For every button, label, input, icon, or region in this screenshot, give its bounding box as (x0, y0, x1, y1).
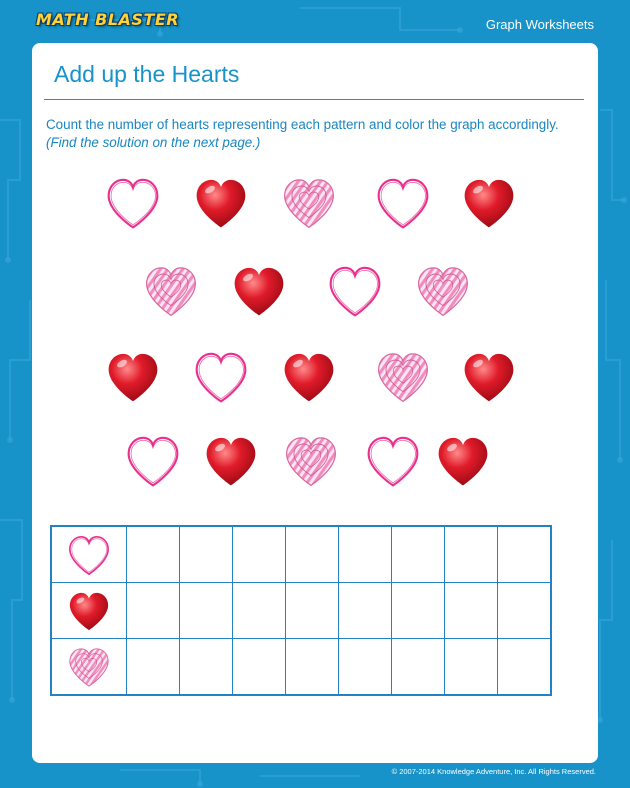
graph-cell[interactable] (498, 639, 552, 696)
math-blaster-logo[interactable]: MATH BLASTER (36, 10, 180, 29)
graph-cell[interactable] (339, 583, 392, 639)
candy-heart-icon (412, 263, 474, 319)
copyright: © 2007-2014 Knowledge Adventure, Inc. All Rights Reserved. (391, 767, 596, 776)
outline-heart-icon (362, 433, 424, 489)
candy-heart-icon (140, 263, 202, 319)
graph-cell[interactable] (445, 639, 498, 696)
graph-cell[interactable] (233, 526, 286, 583)
graph-cell[interactable] (445, 583, 498, 639)
graph-cell[interactable] (339, 526, 392, 583)
graph-key-outline-heart-icon (51, 526, 127, 583)
graph-cell[interactable] (339, 639, 392, 696)
page-title: Add up the Hearts (54, 61, 240, 87)
graph-key-red-heart-icon (51, 583, 127, 639)
graph-cell[interactable] (180, 583, 233, 639)
worksheet-card (32, 43, 598, 763)
graph-cell[interactable] (180, 639, 233, 696)
tally-graph (50, 525, 552, 696)
graph-cell[interactable] (286, 639, 339, 696)
red-heart-icon (278, 349, 340, 405)
red-heart-icon (458, 349, 520, 405)
candy-heart-icon (278, 175, 340, 231)
outline-heart-icon (324, 263, 386, 319)
outline-heart-icon (122, 433, 184, 489)
graph-row (51, 526, 551, 583)
graph-row (51, 583, 551, 639)
graph-cell[interactable] (286, 526, 339, 583)
outline-heart-icon (372, 175, 434, 231)
candy-heart-icon (372, 349, 434, 405)
solution-note: (Find the solution on the next page.) (46, 135, 261, 150)
instruction-text: Count the number of hearts representing each pattern and color the graph accordingly. (46, 117, 559, 132)
graph-cell[interactable] (180, 526, 233, 583)
graph-cell[interactable] (498, 583, 552, 639)
graph-cell[interactable] (233, 639, 286, 696)
graph-cell[interactable] (127, 639, 180, 696)
red-heart-icon (200, 433, 262, 489)
red-heart-icon (190, 175, 252, 231)
graph-row (51, 639, 551, 696)
red-heart-icon (102, 349, 164, 405)
graph-cell[interactable] (127, 526, 180, 583)
graph-cell[interactable] (392, 526, 445, 583)
outline-heart-icon (190, 349, 252, 405)
graph-cell[interactable] (127, 583, 180, 639)
graph-cell[interactable] (392, 583, 445, 639)
graph-cell[interactable] (498, 526, 552, 583)
graph-cell[interactable] (233, 583, 286, 639)
graph-cell[interactable] (286, 583, 339, 639)
red-heart-icon (432, 433, 494, 489)
outline-heart-icon (102, 175, 164, 231)
red-heart-icon (458, 175, 520, 231)
title-divider (44, 99, 584, 100)
graph-cell[interactable] (392, 639, 445, 696)
candy-heart-icon (280, 433, 342, 489)
graph-cell[interactable] (445, 526, 498, 583)
red-heart-icon (228, 263, 290, 319)
graph-key-candy-heart-icon (51, 639, 127, 696)
category-label: Graph Worksheets (485, 17, 594, 32)
